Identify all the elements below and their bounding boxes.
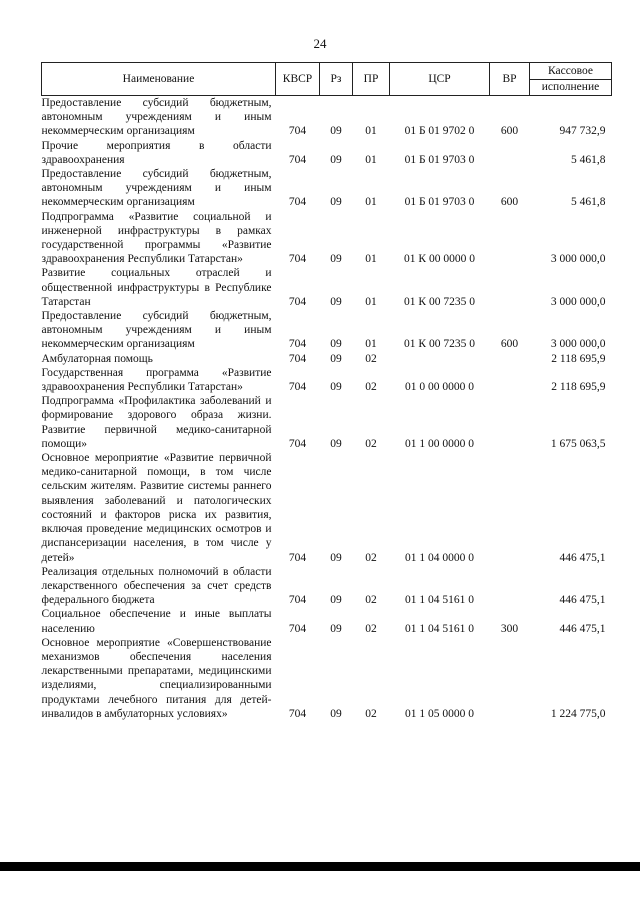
cell-kvsr: 704 xyxy=(288,295,307,308)
cell-vr xyxy=(490,451,530,565)
table-row xyxy=(42,167,612,210)
cell-csr: 01 1 05 0000 0 xyxy=(405,707,474,720)
cell-rz: 09 xyxy=(330,153,342,166)
cell-pr: 01 xyxy=(365,196,377,209)
cell-amount: 5 461,8 xyxy=(571,153,606,166)
column-header-name: Наименование xyxy=(42,63,276,96)
cell-csr: 01 1 04 0000 0 xyxy=(405,551,474,564)
cell-amount: 947 732,9 xyxy=(559,125,606,138)
cell-csr: 01 1 04 5161 0 xyxy=(405,622,474,635)
cell-name: Подпрограмма «Профилактика заболеваний и формирование здорового образа жизни. Развитие первичной медико-санитарной помощи» xyxy=(41,395,272,450)
cell-pr: 02 xyxy=(365,707,377,720)
cell-vr: 600 xyxy=(500,338,519,351)
column-header-amount-top: Кассовое xyxy=(548,65,593,78)
table-row xyxy=(42,139,612,167)
budget-execution-table xyxy=(41,62,612,721)
column-header-csr: ЦСР xyxy=(390,63,490,96)
cell-vr: 600 xyxy=(500,196,519,209)
cell-pr: 02 xyxy=(365,622,377,635)
cell-pr: 02 xyxy=(365,551,377,564)
cell-name: Предоставление субсидий бюджетным, автономным учреждениям и иным некоммерческим организациям xyxy=(41,168,272,209)
cell-pr: 01 xyxy=(365,153,377,166)
cell-vr xyxy=(490,366,530,394)
cell-name: Амбулаторная помощь xyxy=(41,352,153,365)
cell-pr: 01 xyxy=(365,295,377,308)
cell-vr: 300 xyxy=(500,622,519,635)
cell-kvsr: 704 xyxy=(288,551,307,564)
table-row xyxy=(42,394,612,451)
table-row xyxy=(42,366,612,394)
table-row xyxy=(42,266,612,309)
cell-rz: 09 xyxy=(330,381,342,394)
cell-pr: 01 xyxy=(365,338,377,351)
cell-kvsr: 704 xyxy=(288,622,307,635)
cell-rz: 09 xyxy=(330,707,342,720)
cell-vr xyxy=(490,210,530,267)
column-header-kvsr: КВСР xyxy=(276,63,320,96)
cell-rz: 09 xyxy=(330,594,342,607)
cell-amount: 446 475,1 xyxy=(559,622,606,635)
cell-vr xyxy=(490,266,530,309)
cell-vr xyxy=(490,352,530,366)
cell-rz: 09 xyxy=(330,437,342,450)
cell-rz: 09 xyxy=(330,352,342,365)
cell-name: Социальное обеспечение и иные выплаты населению xyxy=(41,608,272,635)
cell-csr: 01 Б 01 9703 0 xyxy=(404,153,475,166)
cell-vr: 600 xyxy=(500,125,519,138)
cell-kvsr: 704 xyxy=(288,338,307,351)
cell-csr: 01 Б 01 9702 0 xyxy=(404,125,475,138)
cell-csr: 01 К 00 7235 0 xyxy=(404,338,475,351)
table-row xyxy=(42,96,612,139)
column-header-amount-bottom: исполнение xyxy=(530,79,611,94)
cell-pr: 02 xyxy=(365,594,377,607)
cell-name: Предоставление субсидий бюджетным, автономным учреждениям и иным некоммерческим организациям xyxy=(41,310,272,351)
cell-rz: 09 xyxy=(330,622,342,635)
table-row xyxy=(42,352,612,366)
cell-rz: 09 xyxy=(330,338,342,351)
cell-amount: 3 000 000,0 xyxy=(550,253,606,266)
cell-amount: 2 118 695,9 xyxy=(551,352,606,365)
cell-name: Основное мероприятие «Развитие первичной медико-санитарной помощи, в том числе сельским жителям. Развитие системы раннего выявления заболеваний и патологических состояний и факторов риска их развития, включая проведение медицинских осмотров и диспансеризации населения, в том числе у детей» xyxy=(41,452,272,564)
cell-kvsr: 704 xyxy=(288,125,307,138)
cell-rz: 09 xyxy=(330,253,342,266)
table-row xyxy=(42,607,612,635)
cell-pr: 01 xyxy=(365,253,377,266)
cell-kvsr: 704 xyxy=(288,253,307,266)
cell-kvsr: 704 xyxy=(288,437,307,450)
cell-rz: 09 xyxy=(330,196,342,209)
table-row xyxy=(42,309,612,352)
cell-pr: 02 xyxy=(365,381,377,394)
cell-amount: 2 118 695,9 xyxy=(551,381,606,394)
cell-rz: 09 xyxy=(330,125,342,138)
cell-vr xyxy=(490,394,530,451)
cell-rz: 09 xyxy=(330,551,342,564)
cell-csr: 01 1 00 0000 0 xyxy=(405,437,474,450)
column-header-rz: Рз xyxy=(320,63,353,96)
cell-pr: 02 xyxy=(365,437,377,450)
cell-name: Подпрограмма «Развитие социальной и инженерной инфраструктуры в рамках государственной программы «Развитие здравоохранения Республики Татарстан» xyxy=(41,210,272,266)
cell-amount: 446 475,1 xyxy=(559,594,606,607)
cell-amount: 446 475,1 xyxy=(559,551,606,564)
table-row xyxy=(42,636,612,721)
cell-name: Прочие мероприятия в области здравоохранения xyxy=(41,139,272,166)
column-header-vr: ВР xyxy=(490,63,530,96)
column-header-amount xyxy=(530,63,612,96)
cell-csr: 01 1 04 5161 0 xyxy=(405,594,474,607)
table-row xyxy=(42,210,612,267)
cell-name: Предоставление субсидий бюджетным, автономным учреждениям и иным некоммерческим организациям xyxy=(41,97,272,138)
cell-csr: 01 К 00 0000 0 xyxy=(404,253,475,266)
cell-kvsr: 704 xyxy=(288,381,307,394)
cell-vr xyxy=(490,565,530,608)
cell-csr xyxy=(390,352,490,366)
cell-kvsr: 704 xyxy=(288,196,307,209)
cell-pr: 02 xyxy=(365,352,377,365)
cell-name: Реализация отдельных полномочий в области лекарственного обеспечения за счет средств федерального бюджета xyxy=(41,565,272,607)
cell-amount: 5 461,8 xyxy=(571,196,606,209)
cell-kvsr: 704 xyxy=(288,594,307,607)
column-header-pr: ПР xyxy=(353,63,390,96)
cell-csr: 01 0 00 0000 0 xyxy=(405,381,474,394)
cell-amount: 3 000 000,0 xyxy=(550,295,606,308)
cell-vr xyxy=(490,139,530,167)
cell-name: Основное мероприятие «Совершенствование механизмов обеспечения населения лекарственными препаратами, медицинскими изделиями, специализированными продуктами лечебного питания для детей-инвалидов в амбулаторных условиях» xyxy=(41,636,272,720)
cell-csr: 01 К 00 7235 0 xyxy=(404,295,475,308)
table-row xyxy=(42,451,612,565)
cell-name: Государственная программа «Развитие здравоохранения Республики Татарстан» xyxy=(41,366,272,394)
scan-bottom-border xyxy=(0,862,640,871)
page-number: 24 xyxy=(313,36,327,51)
cell-name: Развитие социальных отраслей и общественной инфраструктуры в Республике Татарстан xyxy=(41,267,272,308)
cell-pr: 01 xyxy=(365,125,377,138)
cell-csr: 01 Б 01 9703 0 xyxy=(404,196,475,209)
cell-kvsr: 704 xyxy=(288,707,307,720)
cell-kvsr: 704 xyxy=(288,153,307,166)
cell-amount: 1 675 063,5 xyxy=(550,437,606,450)
cell-rz: 09 xyxy=(330,295,342,308)
table-header-row xyxy=(42,63,612,96)
cell-amount: 3 000 000,0 xyxy=(550,338,606,351)
cell-vr xyxy=(490,636,530,721)
cell-kvsr: 704 xyxy=(288,352,307,365)
cell-amount: 1 224 775,0 xyxy=(550,707,606,720)
table-row xyxy=(42,565,612,608)
